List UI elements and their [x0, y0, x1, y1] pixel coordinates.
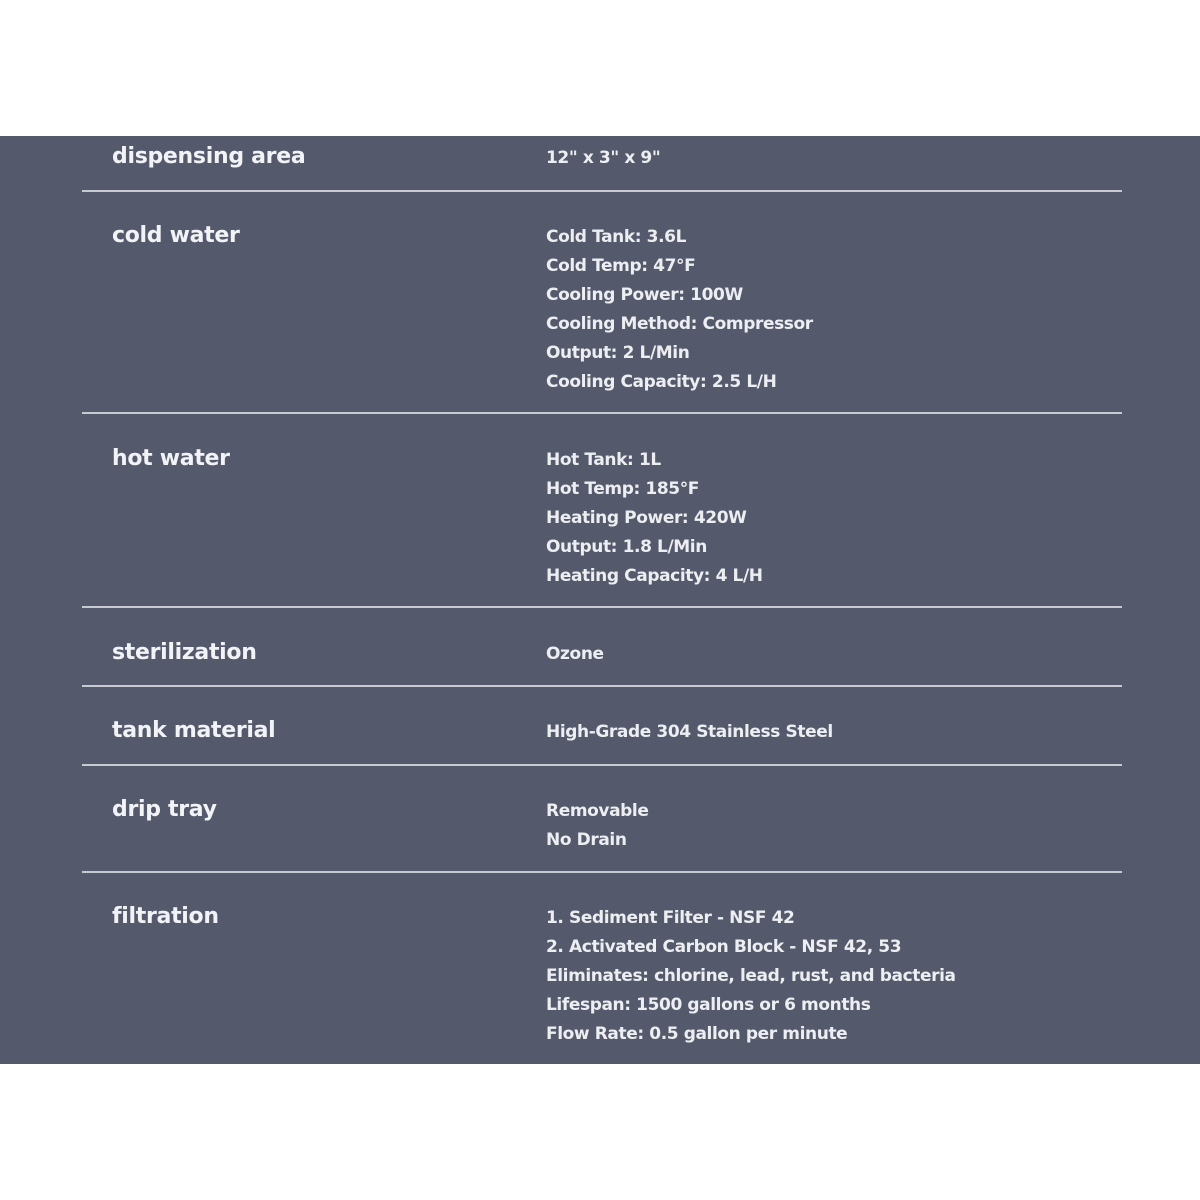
spec-label: sterilization: [112, 640, 257, 665]
spec-value: Hot Temp: 185°F: [546, 479, 700, 499]
spec-label: drip tray: [112, 797, 217, 822]
spec-values: [546, 904, 956, 1049]
spec-values: [546, 144, 660, 173]
spec-value: Output: 2 L/Min: [546, 343, 690, 363]
spec-values: [546, 446, 763, 591]
spec-values: [546, 640, 604, 669]
spec-value: Cold Temp: 47°F: [546, 256, 696, 276]
spec-label: dispensing area: [112, 144, 306, 169]
spec-value: 1. Sediment Filter - NSF 42: [546, 908, 795, 928]
spec-value: 2. Activated Carbon Block - NSF 42, 53: [546, 937, 902, 957]
spec-value: Cooling Method: Compressor: [546, 314, 813, 334]
row-divider: [82, 871, 1122, 873]
spec-value: Cooling Capacity: 2.5 L/H: [546, 372, 777, 392]
spec-value: Flow Rate: 0.5 gallon per minute: [546, 1024, 848, 1044]
spec-label: tank material: [112, 718, 276, 743]
spec-label: cold water: [112, 223, 240, 248]
row-divider: [82, 764, 1122, 766]
spec-label: hot water: [112, 446, 230, 471]
spec-value: High-Grade 304 Stainless Steel: [546, 722, 833, 742]
spec-value: Heating Capacity: 4 L/H: [546, 566, 763, 586]
spec-value: 12" x 3" x 9": [546, 148, 661, 168]
row-divider: [82, 190, 1122, 192]
spec-label: filtration: [112, 904, 219, 929]
row-divider: [82, 606, 1122, 608]
spec-value: No Drain: [546, 830, 627, 850]
spec-value: Removable: [546, 801, 649, 821]
spec-value: Heating Power: 420W: [546, 508, 747, 528]
spec-value: Eliminates: chlorine, lead, rust, and bacteria: [546, 966, 956, 986]
spec-table: [0, 136, 1200, 1064]
spec-value: Cooling Power: 100W: [546, 285, 743, 305]
spec-value: Ozone: [546, 644, 604, 664]
spec-value: Output: 1.8 L/Min: [546, 537, 707, 557]
row-divider: [82, 685, 1122, 687]
spec-value: Cold Tank: 3.6L: [546, 227, 687, 247]
spec-values: [546, 797, 649, 855]
spec-values: [546, 223, 813, 397]
spec-value: Hot Tank: 1L: [546, 450, 661, 470]
spec-values: [546, 718, 833, 747]
spec-value: Lifespan: 1500 gallons or 6 months: [546, 995, 871, 1015]
row-divider: [82, 412, 1122, 414]
